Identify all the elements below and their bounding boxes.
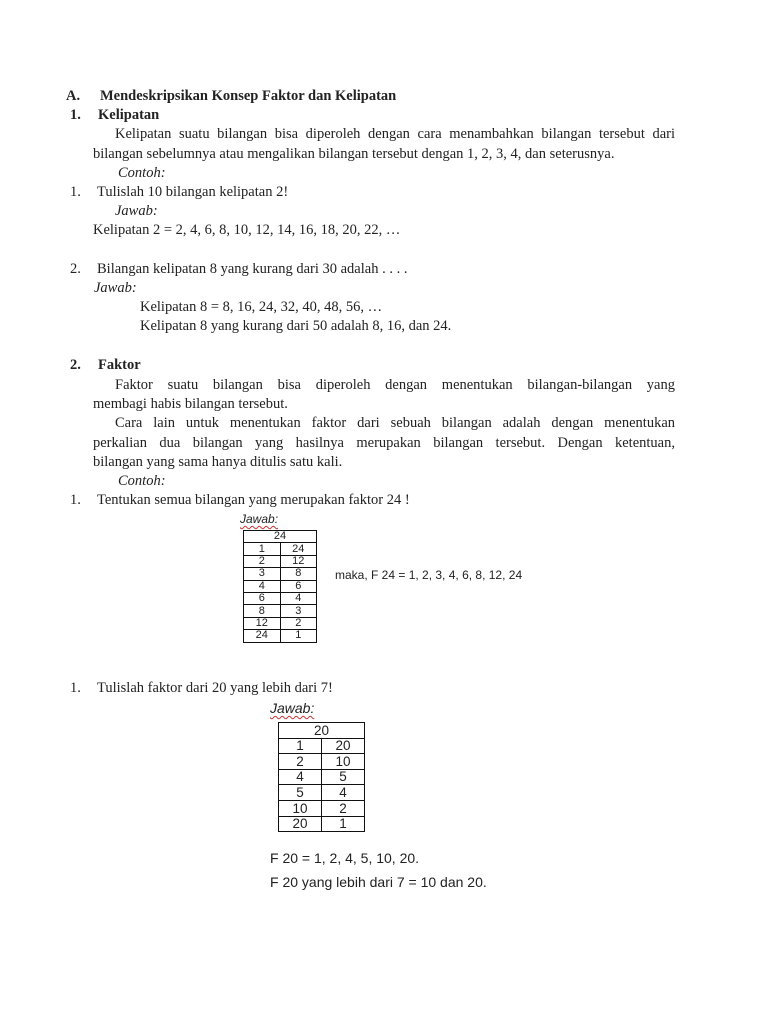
table-cell: 6	[244, 592, 281, 604]
table-row	[279, 754, 365, 770]
faktor-para2-line2: perkalian dua bilangan yang hasilnya merupakan bilangan tersebut. Dengan ketentuan,	[93, 435, 675, 451]
kelipatan-q2-number: 2.	[70, 261, 81, 277]
faktor-q1-text: Tentukan semua bilangan yang merupakan faktor 24 !	[97, 492, 410, 508]
kelipatan-q2-jawab: Jawab:	[94, 280, 137, 296]
faktor-para1-line2: membagi habis bilangan tersebut.	[93, 396, 288, 412]
table-cell: 8	[280, 568, 317, 580]
table-cell: 2	[280, 617, 317, 629]
table-cell: 4	[280, 592, 317, 604]
table-row	[279, 738, 365, 754]
table-row	[279, 800, 365, 816]
table-cell: 24	[244, 630, 281, 642]
table-header: 24	[244, 531, 317, 543]
table-cell: 5	[322, 769, 365, 785]
table-row	[279, 785, 365, 801]
table-row	[244, 630, 317, 642]
table-cell: 6	[280, 580, 317, 592]
table-cell: 10	[322, 754, 365, 770]
table-header: 20	[279, 723, 365, 739]
faktor-q1-number: 1.	[70, 492, 81, 508]
table-cell: 1	[280, 630, 317, 642]
table-cell: 2	[244, 555, 281, 567]
table-cell: 4	[322, 785, 365, 801]
kelipatan-q1-text: Tulislah 10 bilangan kelipatan 2!	[97, 184, 289, 200]
table-row	[244, 568, 317, 580]
table-cell: 4	[244, 580, 281, 592]
table-cell: 2	[322, 800, 365, 816]
kelipatan-q2-answer1: Kelipatan 8 = 8, 16, 24, 32, 40, 48, 56, …	[140, 299, 383, 315]
factor-table-24	[243, 530, 317, 643]
faktor-q1-result: maka, F 24 = 1, 2, 3, 4, 6, 8, 12, 24	[335, 568, 523, 582]
faktor-q2-number: 1.	[70, 680, 81, 696]
kelipatan-paragraph-line2: bilangan sebelumnya atau mengalikan bilangan tersebut dengan 1, 2, 3, 4, dan seterusnya.	[93, 146, 615, 162]
kelipatan-q1-answer: Kelipatan 2 = 2, 4, 6, 8, 10, 12, 14, 16, 18, 20, 22, …	[93, 222, 401, 238]
table-cell: 12	[244, 617, 281, 629]
faktor-q2-text: Tulislah faktor dari 20 yang lebih dari 7!	[97, 680, 333, 696]
faktor-number: 2.	[70, 357, 81, 373]
table-cell: 2	[279, 754, 322, 770]
kelipatan-title: Kelipatan	[98, 107, 160, 123]
table-cell: 10	[279, 800, 322, 816]
table-cell: 3	[280, 605, 317, 617]
faktor-q2-result1: F 20 = 1, 2, 4, 5, 10, 20.	[270, 850, 420, 866]
table-cell: 12	[280, 555, 317, 567]
table-cell: 3	[244, 568, 281, 580]
table-cell: 1	[244, 543, 281, 555]
table-cell: 1	[279, 738, 322, 754]
kelipatan-contoh: Contoh:	[118, 165, 166, 181]
faktor-para2-line3: bilangan yang sama hanya ditulis satu kali.	[93, 454, 343, 470]
faktor-q2-jawab: Jawab:	[270, 700, 315, 716]
kelipatan-paragraph-line1: Kelipatan suatu bilangan bisa diperoleh dengan cara menambahkan bilangan tersebut dari	[115, 126, 675, 142]
kelipatan-q1-number: 1.	[70, 184, 81, 200]
faktor-contoh: Contoh:	[118, 473, 166, 489]
faktor-q1-jawab: Jawab:	[240, 512, 279, 526]
section-a-title: Mendeskripsikan Konsep Faktor dan Kelipatan	[100, 88, 397, 104]
table-cell: 8	[244, 605, 281, 617]
faktor-title: Faktor	[98, 357, 141, 373]
section-a-label: A.	[66, 88, 81, 104]
faktor-para2-line1: Cara lain untuk menentukan faktor dari sebuah bilangan adalah dengan menentukan	[115, 415, 675, 431]
factor-table-20	[278, 722, 365, 832]
kelipatan-q2-text: Bilangan kelipatan 8 yang kurang dari 30 adalah . . . .	[97, 261, 408, 277]
faktor-q2-result2: F 20 yang lebih dari 7 = 10 dan 20.	[270, 874, 487, 890]
faktor-para1-line1: Faktor suatu bilangan bisa diperoleh dengan menentukan bilangan-bilangan yang	[115, 377, 675, 393]
kelipatan-number: 1.	[70, 107, 81, 123]
table-row	[244, 617, 317, 629]
table-cell: 1	[322, 816, 365, 832]
table-row	[279, 816, 365, 832]
table-cell: 5	[279, 785, 322, 801]
table-row	[244, 580, 317, 592]
kelipatan-q2-answer2: Kelipatan 8 yang kurang dari 50 adalah 8, 16, dan 24.	[140, 318, 452, 334]
table-row	[244, 592, 317, 604]
table-cell: 4	[279, 769, 322, 785]
table-cell: 24	[280, 543, 317, 555]
table-cell: 20	[322, 738, 365, 754]
table-row	[279, 769, 365, 785]
table-cell: 20	[279, 816, 322, 832]
table-row	[244, 555, 317, 567]
table-row	[244, 543, 317, 555]
kelipatan-q1-jawab: Jawab:	[115, 203, 158, 219]
table-row	[244, 605, 317, 617]
